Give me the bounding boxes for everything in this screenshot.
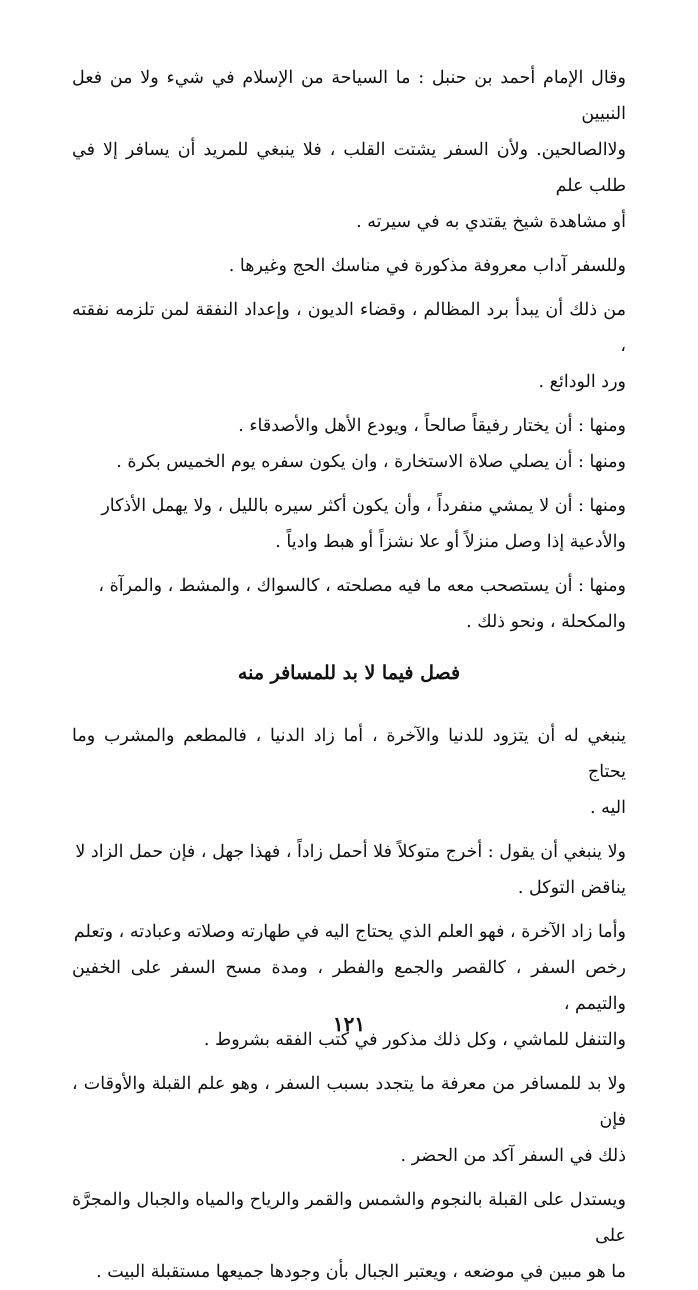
text-line: ولا ينبغي أن يقول : أخرج متوكلاً فلا أحمل زاداً ، فهذا جهل ، فإن حمل الزاد لا (75, 842, 626, 862)
text-line: وأما زاد الآخرة ، فهو العلم الذي يحتاج اليه في طهارته وصلاته وعبادته ، وتعلم (73, 922, 626, 942)
paragraph (72, 1066, 626, 1174)
paragraph (72, 488, 626, 560)
text-line: من ذلك أن يبدأ برد المظالم ، وقضاء الديون ، وإعداد النفقة لمن تلزمه نفقته ، (72, 300, 626, 356)
section-heading: فصل فيما لا بد للمسافر منه (237, 662, 461, 684)
text-line: اليه . (590, 798, 626, 818)
text-line: ومنها : أن لا يمشي منفرداً ، وأن يكون أكثر سيره بالليل ، ولا يهمل الأذكار (101, 496, 626, 516)
paragraph (72, 718, 626, 826)
text-line: رخص السفر ، كالقصر والجمع والفطر ، ومدة مسح السفر على الخفين والتيمم ، (72, 958, 626, 1014)
text-line: ويستدل على القبلة بالنجوم والشمس والقمر والرياح والمياه والجبال والمجرَّة على (72, 1190, 626, 1246)
text-line: أو مشاهدة شيخ يقتدي به في سيرته . (356, 212, 626, 232)
text-section-after-heading (72, 718, 626, 1290)
text-line: ينبغي له أن يتزود للدنيا والآخرة ، أما زاد الدنيا ، فالمطعم والمشرب وما يحتاج (72, 726, 626, 782)
text-line: ومنها : أن يختار رفيقاً صالحاً ، ويودع الأهل والأصدقاء . (238, 416, 626, 436)
text-line: ومنها : أن يستصحب معه ما فيه مصلحته ، كالسواك ، والمشط ، والمرآة ، (98, 576, 626, 596)
paragraph (72, 914, 626, 1058)
text-line: وللسفر آداب معروفة مذكورة في مناسك الحج وغيرها . (228, 256, 626, 276)
paragraph (72, 248, 626, 284)
paragraph (72, 834, 626, 906)
text-line: يناقض التوكل . (517, 878, 626, 898)
paragraph (72, 568, 626, 640)
text-line: وقال الإمام أحمد بن حنبل : ما السياحة من الإسلام في شيء ولا من فعل النبيين (72, 68, 626, 124)
page-number: ١٢١ (332, 1012, 366, 1036)
text-line: ولا بد للمسافر من معرفة ما يتجدد بسبب السفر ، وهو علم القبلة والأوقات ، فإن (72, 1074, 626, 1130)
paragraph (72, 408, 626, 480)
text-line: ولاالصالحين. ولأن السفر يشتت القلب ، فلا ينبغي للمريد أن يسافر إلا في طلب علم (72, 140, 626, 196)
text-line: ذلك في السفر آكد من الحضر . (400, 1146, 626, 1166)
text-line: والتنفل للماشي ، وكل ذلك مذكور في كتب الفقه بشروط . (203, 1030, 626, 1050)
text-line: ما هو مبين في موضعه ، ويعتبر الجبال بأن وجودها جميعها مستقبلة البيت . (96, 1262, 626, 1282)
paragraph (72, 1182, 626, 1290)
text-line: ورد الودائع . (538, 372, 626, 392)
paragraph (72, 60, 626, 240)
text-line: والأدعية إذا وصل منزلاً أو علا نشزاً أو هبط وادياً . (275, 532, 626, 552)
text-section-before-heading (72, 60, 626, 640)
text-line: ومنها : أن يصلي صلاة الاستخارة ، وان يكون سفره يوم الخميس بكرة . (116, 452, 626, 472)
paragraph (72, 292, 626, 400)
text-line: والمكحلة ، ونحو ذلك . (466, 612, 626, 632)
